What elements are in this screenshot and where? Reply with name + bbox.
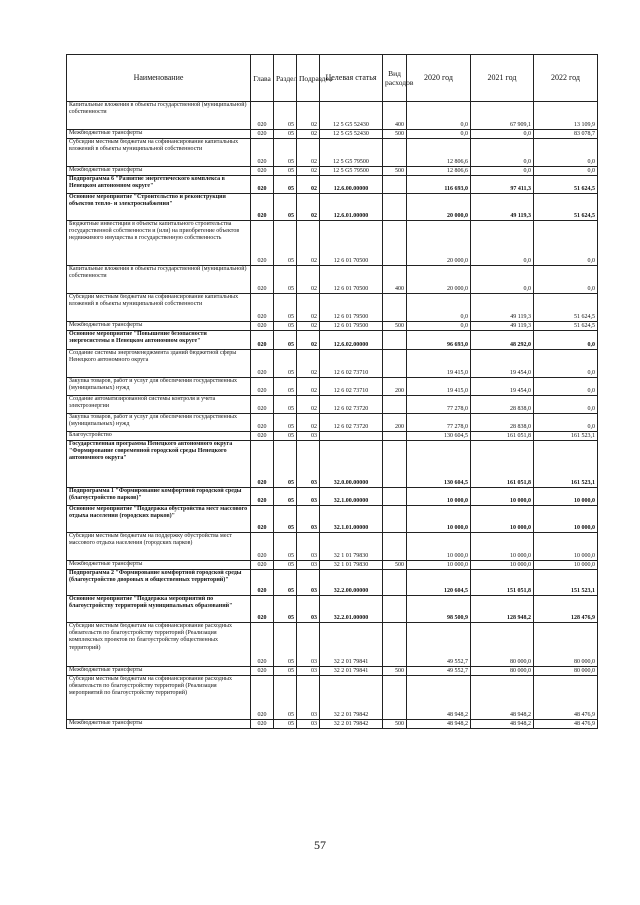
row-value-2021: 10 000,0 [471,561,534,570]
table-row [67,221,598,266]
row-value-2020: 96 693,0 [407,331,471,350]
row-expense-type [383,596,407,623]
row-razdel: 05 [274,167,297,176]
row-value-2021: 48 948,2 [471,720,534,729]
row-value-2020: 19 415,0 [407,378,471,396]
row-razdel: 05 [274,378,297,396]
budget-table [66,54,598,729]
row-podrazdel: 03 [297,533,320,561]
row-value-2021: 19 454,0 [471,350,534,378]
row-razdel: 05 [274,350,297,378]
row-expense-type [383,176,407,194]
row-razdel: 05 [274,294,297,322]
table-row [67,488,598,506]
row-target-article: 32.2.00.00000 [320,570,383,596]
row-target-article: 32 2 01 79842 [320,720,383,729]
row-target-article: 12 6 01 70500 [320,266,383,294]
row-value-2022: 0,0 [534,167,598,176]
row-glava: 020 [251,676,274,720]
row-name: Межбюджетные трансферты [67,561,251,570]
row-podrazdel: 02 [297,102,320,130]
row-value-2022: 83 078,7 [534,130,598,139]
row-value-2020: 49 552,7 [407,667,471,676]
row-value-2021: 0,0 [471,221,534,266]
row-value-2020: 10 000,0 [407,506,471,533]
row-glava: 020 [251,506,274,533]
table-row [67,102,598,130]
row-target-article: 12 6 02 73710 [320,350,383,378]
table-body [67,102,598,729]
row-value-2021: 0,0 [471,266,534,294]
table-row [67,441,598,488]
row-value-2021: 49 119,3 [471,294,534,322]
row-value-2022: 0,0 [534,139,598,167]
row-value-2020: 12 806,6 [407,139,471,167]
row-value-2020: 20 000,0 [407,194,471,221]
row-value-2021: 28 838,0 [471,414,534,432]
table-row [67,396,598,414]
header-target-article: Целевая статья [320,55,383,102]
row-target-article: 12.6.01.00000 [320,194,383,221]
table-row [67,676,598,720]
row-target-article: 32 1 01 79830 [320,533,383,561]
row-expense-type [383,294,407,322]
row-value-2021: 80 000,0 [471,623,534,667]
row-podrazdel: 02 [297,176,320,194]
row-value-2020: 77 278,0 [407,414,471,432]
row-podrazdel: 02 [297,350,320,378]
row-razdel: 05 [274,488,297,506]
row-glava: 020 [251,720,274,729]
row-value-2021: 10 000,0 [471,488,534,506]
row-value-2022: 10 000,0 [534,561,598,570]
row-podrazdel: 02 [297,130,320,139]
row-razdel: 05 [274,720,297,729]
header-razdel: Раздел [274,55,297,102]
row-name: Субсидии местным бюджетам на софинансирование капитальных вложений в объекты муниципальной собственности [67,294,251,322]
row-value-2022: 80 000,0 [534,667,598,676]
row-target-article [320,432,383,441]
row-glava: 020 [251,139,274,167]
row-value-2021: 0,0 [471,139,534,167]
row-razdel: 05 [274,414,297,432]
row-value-2020: 10 000,0 [407,488,471,506]
row-target-article: 12 6 01 79500 [320,294,383,322]
row-target-article: 12 5 G5 52430 [320,102,383,130]
header-year-2020: 2020 год [407,55,471,102]
row-name: Благоустройство [67,432,251,441]
row-expense-type [383,623,407,667]
row-podrazdel: 03 [297,720,320,729]
row-value-2020: 98 500,9 [407,596,471,623]
table-row [67,506,598,533]
row-value-2020: 77 278,0 [407,396,471,414]
row-value-2020: 19 415,0 [407,350,471,378]
row-expense-type: 400 [383,266,407,294]
row-value-2021: 49 119,3 [471,322,534,331]
row-value-2020: 20 000,0 [407,221,471,266]
table-row [67,167,598,176]
row-value-2021: 10 000,0 [471,506,534,533]
row-value-2020: 0,0 [407,294,471,322]
table-row [67,667,598,676]
row-razdel: 05 [274,102,297,130]
row-podrazdel: 03 [297,676,320,720]
row-glava: 020 [251,322,274,331]
row-glava: 020 [251,378,274,396]
row-value-2021: 28 838,0 [471,396,534,414]
row-glava: 020 [251,194,274,221]
row-podrazdel: 03 [297,623,320,667]
row-razdel: 05 [274,441,297,488]
row-value-2020: 130 604,5 [407,441,471,488]
row-glava: 020 [251,441,274,488]
table-row [67,720,598,729]
row-name: Капитальные вложения в объекты государственной (муниципальной) собственности [67,102,251,130]
row-value-2022: 51 624,5 [534,194,598,221]
row-value-2020: 0,0 [407,322,471,331]
table-row [67,294,598,322]
row-value-2021: 19 454,0 [471,378,534,396]
header-year-2022: 2022 год [534,55,598,102]
row-name: Основное мероприятие "Поддержка обустройства мест массового отдыха населения (городских парков)" [67,506,251,533]
row-name: Межбюджетные трансферты [67,720,251,729]
row-value-2020: 10 000,0 [407,561,471,570]
row-value-2022: 51 624,5 [534,176,598,194]
row-expense-type [383,221,407,266]
row-value-2022: 10 000,0 [534,533,598,561]
row-value-2021: 0,0 [471,167,534,176]
row-target-article: 12 6 02 73720 [320,414,383,432]
row-value-2022: 128 476,9 [534,596,598,623]
row-name: Бюджетные инвестиции в объекты капитального строительства государственной собственности и (или) на приобретение объектов недвижимого имущества в государственную собственность [67,221,251,266]
row-expense-type [383,331,407,350]
row-name: Межбюджетные трансферты [67,667,251,676]
row-expense-type [383,396,407,414]
row-podrazdel: 02 [297,139,320,167]
row-podrazdel: 02 [297,414,320,432]
header-name: Наименование [67,55,251,102]
row-name: Создание автоматизированной системы контроля и учета электроэнергии [67,396,251,414]
row-name: Закупка товаров, работ и услуг для обеспечения государственных (муниципальных) нужд [67,414,251,432]
row-glava: 020 [251,396,274,414]
row-expense-type [383,533,407,561]
page-number: 57 [314,838,326,852]
row-razdel: 05 [274,561,297,570]
row-razdel: 05 [274,570,297,596]
row-name: Подпрограмма 2 "Формирование комфортной городской среды (благоустройство дворовых и общественных территорий)" [67,570,251,596]
row-target-article: 12 5 G5 79500 [320,139,383,167]
table-row [67,561,598,570]
row-name: Субсидии местным бюджетам на софинансирование капитальных вложений в объекты муниципальной собственности [67,139,251,167]
row-name: Основное мероприятие "Поддержка мероприятий по благоустройству территорий муниципальных образований" [67,596,251,623]
row-name: Закупка товаров, работ и услуг для обеспечения государственных (муниципальных) нужд [67,378,251,396]
row-name: Межбюджетные трансферты [67,322,251,331]
row-value-2022: 0,0 [534,266,598,294]
row-expense-type [383,350,407,378]
row-razdel: 05 [274,322,297,331]
row-value-2021: 48 948,2 [471,676,534,720]
row-value-2022: 161 523,1 [534,441,598,488]
row-target-article: 12 6 01 79500 [320,322,383,331]
row-value-2020: 20 000,0 [407,266,471,294]
table-row [67,623,598,667]
row-value-2022: 0,0 [534,378,598,396]
header-podrazdel: Подраздел [297,55,320,102]
row-podrazdel: 03 [297,488,320,506]
row-value-2020: 48 948,2 [407,720,471,729]
row-value-2021: 151 051,8 [471,570,534,596]
row-target-article: 12 6 01 70500 [320,221,383,266]
row-podrazdel: 03 [297,667,320,676]
row-value-2022: 10 000,0 [534,488,598,506]
row-expense-type: 500 [383,720,407,729]
row-target-article: 12 6 02 73710 [320,378,383,396]
table-row [67,322,598,331]
row-name: Подпрограмма 6 "Развитие энергетического комплекса в Ненецком автономном округе" [67,176,251,194]
row-glava: 020 [251,623,274,667]
row-value-2020: 116 693,0 [407,176,471,194]
row-value-2021: 48 292,0 [471,331,534,350]
row-name: Межбюджетные трансферты [67,130,251,139]
row-value-2021: 161 051,8 [471,441,534,488]
row-razdel: 05 [274,533,297,561]
row-podrazdel: 03 [297,506,320,533]
row-glava: 020 [251,596,274,623]
header-expense-type: Вид расходов [383,55,407,102]
row-value-2022: 48 476,9 [534,676,598,720]
row-podrazdel: 02 [297,221,320,266]
row-target-article: 32 1 01 79830 [320,561,383,570]
row-value-2022: 13 109,9 [534,102,598,130]
row-expense-type: 500 [383,322,407,331]
row-razdel: 05 [274,221,297,266]
row-razdel: 05 [274,130,297,139]
row-target-article: 32.1.01.00000 [320,506,383,533]
row-expense-type: 500 [383,667,407,676]
row-razdel: 05 [274,596,297,623]
table-row [67,266,598,294]
table-row [67,331,598,350]
row-value-2022: 151 523,1 [534,570,598,596]
row-expense-type: 200 [383,378,407,396]
row-podrazdel: 03 [297,441,320,488]
row-value-2020: 0,0 [407,130,471,139]
row-razdel: 05 [274,676,297,720]
row-razdel: 05 [274,194,297,221]
row-target-article: 32 2 01 79841 [320,667,383,676]
row-glava: 020 [251,176,274,194]
row-target-article: 12.6.02.00000 [320,331,383,350]
row-expense-type [383,432,407,441]
row-target-article: 12.6.00.00000 [320,176,383,194]
row-value-2021: 128 948,2 [471,596,534,623]
row-razdel: 05 [274,139,297,167]
header-year-2021: 2021 год [471,55,534,102]
row-value-2020: 0,0 [407,102,471,130]
row-glava: 020 [251,561,274,570]
row-value-2022: 51 624,5 [534,294,598,322]
row-value-2020: 48 948,2 [407,676,471,720]
row-glava: 020 [251,331,274,350]
row-target-article: 32.2.01.00000 [320,596,383,623]
row-glava: 020 [251,221,274,266]
row-value-2021: 0,0 [471,130,534,139]
table-row [67,139,598,167]
row-podrazdel: 03 [297,596,320,623]
row-glava: 020 [251,432,274,441]
row-glava: 020 [251,414,274,432]
row-name: Создание системы энергоменеджмента зданий бюджетной сферы Ненецкого автономного округа [67,350,251,378]
table-row [67,176,598,194]
row-glava: 020 [251,667,274,676]
row-value-2020: 130 604,5 [407,432,471,441]
row-value-2020: 10 000,0 [407,533,471,561]
row-expense-type [383,506,407,533]
row-name: Субсидии местным бюджетам на софинансирование расходных обязательств по благоустройству территорий (Реализация комплексных проектов по благоустройству общественных территорий) [67,623,251,667]
row-razdel: 05 [274,266,297,294]
table-row [67,350,598,378]
row-podrazdel: 03 [297,570,320,596]
row-name: Межбюджетные трансферты [67,167,251,176]
row-name: Государственная программа Ненецкого автономного округа "Формирование современной городской среды Ненецкого автономного округа" [67,441,251,488]
row-name: Субсидии местным бюджетам на поддержку обустройства мест массового отдыха населения (городских парков) [67,533,251,561]
row-podrazdel: 02 [297,194,320,221]
row-value-2022: 51 624,5 [534,322,598,331]
row-expense-type [383,441,407,488]
row-value-2022: 0,0 [534,396,598,414]
row-value-2022: 0,0 [534,350,598,378]
row-expense-type: 500 [383,167,407,176]
row-target-article: 12 6 02 73720 [320,396,383,414]
row-razdel: 05 [274,331,297,350]
row-name: Подпрограмма 1 "Формирование комфортной городской среды (благоустройство парков)" [67,488,251,506]
row-podrazdel: 02 [297,396,320,414]
row-podrazdel: 02 [297,322,320,331]
row-value-2022: 80 000,0 [534,623,598,667]
row-target-article: 32.0.00.00000 [320,441,383,488]
row-glava: 020 [251,533,274,561]
row-value-2022: 0,0 [534,331,598,350]
row-razdel: 05 [274,396,297,414]
row-razdel: 05 [274,667,297,676]
row-glava: 020 [251,350,274,378]
row-value-2022: 10 000,0 [534,506,598,533]
row-glava: 020 [251,266,274,294]
row-target-article: 12 5 G5 79500 [320,167,383,176]
row-value-2021: 80 000,0 [471,667,534,676]
row-target-article: 32 2 01 79841 [320,623,383,667]
table-row [67,414,598,432]
row-razdel: 05 [274,432,297,441]
table-row [67,130,598,139]
table-row [67,533,598,561]
row-value-2022: 0,0 [534,414,598,432]
row-podrazdel: 03 [297,561,320,570]
row-glava: 020 [251,294,274,322]
row-expense-type [383,488,407,506]
row-expense-type [383,194,407,221]
row-glava: 020 [251,130,274,139]
row-expense-type: 400 [383,102,407,130]
row-glava: 020 [251,488,274,506]
row-podrazdel: 02 [297,331,320,350]
row-name: Субсидии местным бюджетам на софинансирование расходных обязательств по благоустройству территорий (Реализация мероприятий по благоустройству территорий) [67,676,251,720]
row-podrazdel: 02 [297,167,320,176]
row-value-2022: 48 476,9 [534,720,598,729]
row-podrazdel: 03 [297,432,320,441]
row-razdel: 05 [274,506,297,533]
row-razdel: 05 [274,623,297,667]
row-target-article: 32.1.00.00000 [320,488,383,506]
row-value-2021: 161 051,8 [471,432,534,441]
table-row [67,378,598,396]
table-row [67,432,598,441]
row-value-2020: 120 604,5 [407,570,471,596]
row-expense-type: 500 [383,130,407,139]
row-podrazdel: 02 [297,378,320,396]
row-value-2021: 67 909,1 [471,102,534,130]
row-value-2021: 10 000,0 [471,533,534,561]
row-value-2020: 49 552,7 [407,623,471,667]
row-expense-type: 500 [383,561,407,570]
row-name: Капитальные вложения в объекты государственной (муниципальной) собственности [67,266,251,294]
row-name: Основное мероприятие "Строительство и реконструкция объектов тепло- и электроснабжения" [67,194,251,221]
row-expense-type [383,676,407,720]
row-expense-type [383,139,407,167]
header-glava: Глава [251,55,274,102]
table-row [67,570,598,596]
row-expense-type [383,570,407,596]
row-value-2021: 97 411,3 [471,176,534,194]
row-value-2020: 12 806,6 [407,167,471,176]
row-glava: 020 [251,570,274,596]
row-name: Основное мероприятие "Повышение безопасности энергосистемы в Ненецком автономном округе" [67,331,251,350]
row-value-2022: 161 523,1 [534,432,598,441]
row-glava: 020 [251,167,274,176]
table-row [67,194,598,221]
row-target-article: 12 5 G5 52430 [320,130,383,139]
row-podrazdel: 02 [297,294,320,322]
row-razdel: 05 [274,176,297,194]
row-glava: 020 [251,102,274,130]
row-podrazdel: 02 [297,266,320,294]
row-expense-type: 200 [383,414,407,432]
table-row [67,596,598,623]
row-value-2021: 49 119,3 [471,194,534,221]
row-value-2022: 0,0 [534,221,598,266]
row-target-article: 32 2 01 79842 [320,676,383,720]
